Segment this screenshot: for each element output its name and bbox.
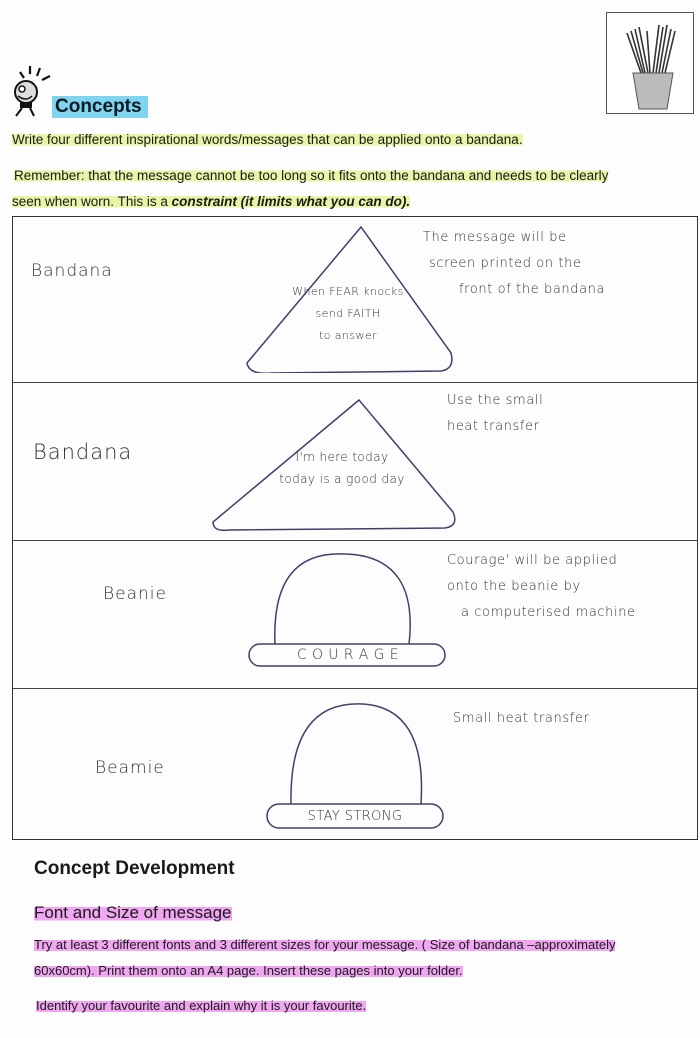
pencil-cup-icon (607, 13, 693, 113)
instruction-line-3 (12, 193, 410, 211)
concept-row (13, 217, 697, 383)
item-label: Bandana (33, 440, 133, 464)
concept-row (13, 688, 697, 839)
instruction-text: 60x60cm). Print them onto an A4 page. Insert these pages into your folder. (34, 963, 463, 978)
beanie-message: STAY STRONG (307, 809, 403, 824)
method-note: Courage' will be applied onto the beanie by a computerised machine (447, 553, 636, 620)
subsection-text: Font and Size of message (34, 903, 232, 922)
section-title-concepts: Concepts (52, 96, 148, 118)
method-note: The message will be screen printed on the front of the bandana (423, 230, 606, 297)
item-label: Bandana (31, 261, 113, 281)
development-instructions (34, 932, 694, 984)
bandana-message: When FEAR knocks send FAITH to answer (292, 285, 404, 342)
item-label: Beamie (95, 758, 165, 778)
instruction-text: Remember: that the message cannot be too long so it fits onto the bandana and needs to be clearly (14, 168, 609, 183)
concept-row (13, 540, 697, 689)
instruction-text: Try at least 3 different fonts and 3 different sizes for your message. ( Size of bandana –approximately (34, 937, 616, 952)
method-note: Small heat transfer (453, 711, 590, 726)
lightbulb-character-icon (8, 64, 56, 120)
instruction-line-2 (14, 167, 694, 185)
item-label: Beanie (103, 584, 167, 604)
instruction-text: Identify your favourite and explain why it is your favourite. (36, 998, 367, 1013)
section-title-concept-development: Concept Development (34, 858, 235, 879)
beanie-message: C O U R A G E (297, 647, 399, 663)
instruction-text: seen when worn. This is a (12, 194, 172, 209)
bandana-message: I'm here today today is a good day (279, 450, 405, 486)
favourite-instruction (36, 998, 366, 1013)
concepts-table (12, 216, 698, 840)
subsection-title (34, 903, 232, 923)
constraint-emphasis: constraint (it limits what you can do). (171, 194, 411, 209)
concept-row (13, 382, 697, 541)
method-note: Use the small heat transfer (447, 393, 544, 434)
pencil-cup-image (606, 12, 694, 114)
instruction-line-1 (12, 131, 523, 149)
instruction-text: Write four different inspirational words/messages that can be applied onto a bandana. (12, 132, 523, 147)
